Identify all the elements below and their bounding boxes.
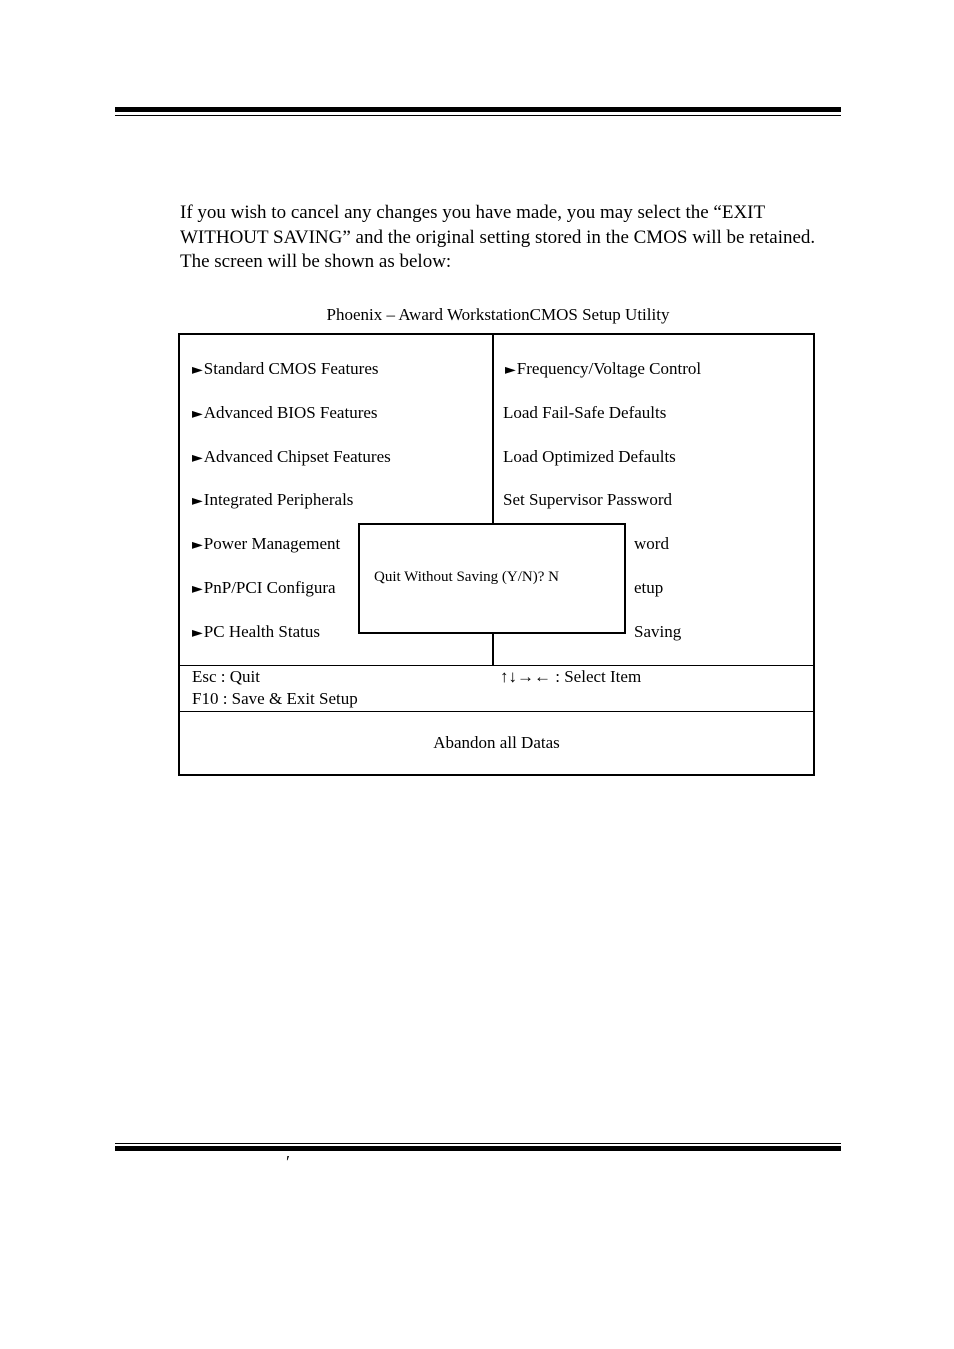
- submenu-arrow-icon: ►: [192, 581, 203, 597]
- submenu-arrow-icon: ►: [192, 537, 203, 553]
- esc-quit-hint: Esc : Quit: [192, 667, 260, 686]
- submenu-arrow-icon: ►: [192, 493, 203, 509]
- utility-caption: Phoenix – Award WorkstationCMOS Setup Utility: [326, 305, 670, 324]
- select-item-hint: ↑↓→← : Select Item: [500, 667, 642, 686]
- footer-rule-thin: [115, 1143, 841, 1144]
- submenu-arrow-icon: ►: [192, 406, 203, 422]
- menu-item-advanced-chipset[interactable]: ►Advanced Chipset Features: [192, 447, 391, 466]
- page-mark: ′: [286, 1152, 290, 1172]
- menu-item-frequency-voltage[interactable]: ►Frequency/Voltage Control: [505, 359, 702, 378]
- menu-item-standard-cmos[interactable]: ►Standard CMOS Features: [192, 359, 379, 378]
- quit-confirm-dialog[interactable]: [358, 523, 626, 634]
- header-rule-thick: [115, 107, 841, 112]
- footer-divider: [180, 665, 813, 666]
- menu-item-pnp-pci[interactable]: ►PnP/PCI Configura: [192, 578, 336, 597]
- bios-setup-screen: [178, 333, 815, 776]
- menu-item-integrated-peripherals[interactable]: ►Integrated Peripherals: [192, 490, 354, 509]
- submenu-arrow-icon: ►: [192, 362, 203, 378]
- footer-rule-thick: [115, 1146, 841, 1151]
- header-rule-thin: [115, 115, 841, 116]
- menu-item-supervisor-password[interactable]: Set Supervisor Password: [503, 490, 673, 509]
- menu-item-pc-health[interactable]: ►PC Health Status: [192, 622, 320, 641]
- submenu-arrow-icon: ►: [192, 625, 203, 641]
- dialog-prompt: Quit Without Saving (Y/N)? N: [374, 569, 559, 585]
- menu-item-power-management[interactable]: ►Power Management: [192, 534, 341, 553]
- intro-paragraph: If you wish to cancel any changes you have made, you may select the “EXIT WITHOUT SAVING” and the original setting stored in the CMOS will be retained. The screen will be shown as below:: [180, 202, 816, 272]
- submenu-arrow-icon: ►: [192, 450, 203, 466]
- status-bar-text: Abandon all Datas: [433, 733, 560, 752]
- submenu-arrow-icon: ►: [505, 362, 516, 378]
- menu-item-load-optimized[interactable]: Load Optimized Defaults: [503, 447, 676, 466]
- menu-item-load-failsafe[interactable]: Load Fail-Safe Defaults: [503, 403, 667, 422]
- f10-save-hint: F10 : Save & Exit Setup: [192, 689, 358, 708]
- status-divider: [180, 711, 813, 712]
- menu-item-user-password[interactable]: word: [634, 534, 669, 553]
- menu-item-advanced-bios[interactable]: ►Advanced BIOS Features: [192, 403, 378, 422]
- menu-item-exit-without-saving[interactable]: Saving: [634, 622, 682, 641]
- menu-item-save-exit-setup[interactable]: etup: [634, 578, 664, 597]
